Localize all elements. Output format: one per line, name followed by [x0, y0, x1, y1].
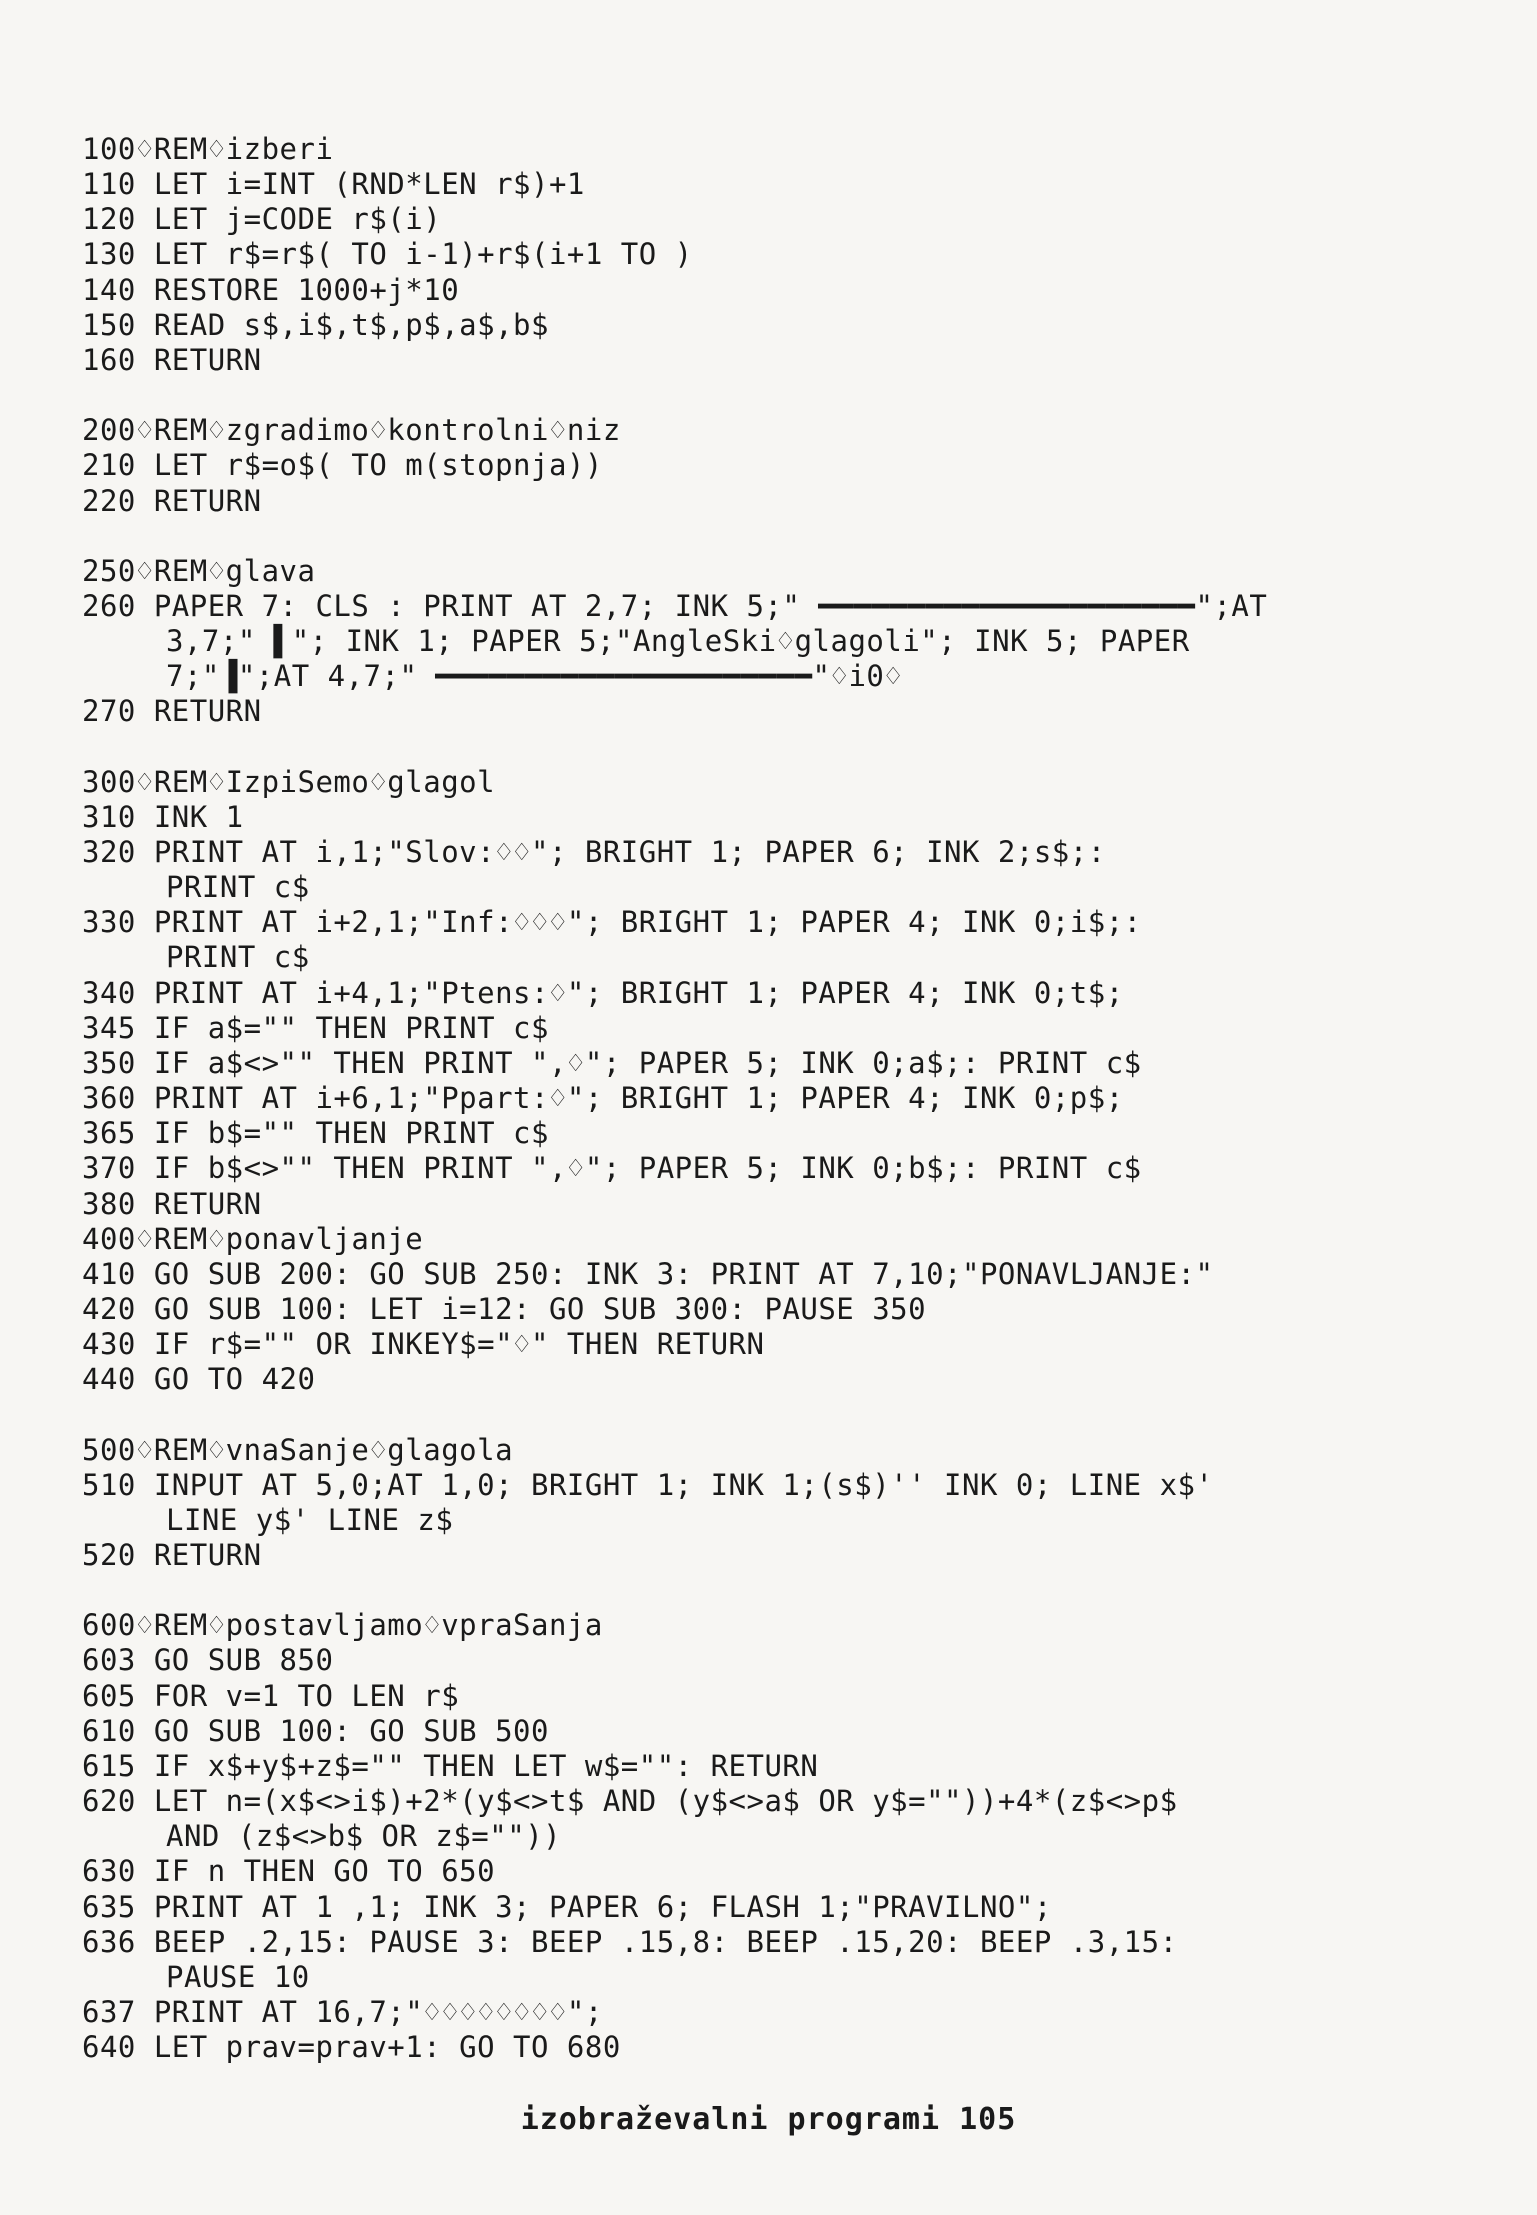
code-line: 500♢REM♢vnaSanje♢glagola — [82, 1432, 514, 1467]
code-line: 603 GO SUB 850 — [82, 1643, 334, 1678]
code-line: 345 IF a$="" THEN PRINT c$ — [82, 1010, 549, 1045]
code-line: 420 GO SUB 100: LET i=12: GO SUB 300: PAUSE 350 — [82, 1291, 927, 1326]
code-line: 640 LET prav=prav+1: GO TO 680 — [82, 2030, 621, 2065]
code-line-continuation: LINE y$' LINE z$ — [166, 1502, 454, 1537]
code-line: 620 LET n=(x$<>i$)+2*(y$<>t$ AND (y$<>a$ OR y$=""))+4*(z$<>p$ — [82, 1784, 1178, 1819]
code-line: 320 PRINT AT i,1;"Slov:♢♢"; BRIGHT 1; PAPER 6; INK 2;s$;: — [82, 835, 1106, 869]
code-line: 340 PRINT AT i+4,1;"Ptens:♢"; BRIGHT 1; PAPER 4; INK 0;t$; — [82, 975, 1124, 1010]
code-line: 150 READ s$,i$,t$,p$,a$,b$ — [82, 307, 549, 342]
code-line-continuation: AND (z$<>b$ OR z$="")) — [166, 1819, 562, 1854]
code-line: 510 INPUT AT 5,0;AT 1,0; BRIGHT 1; INK 1;(s$)'' INK 0; LINE x$' — [82, 1467, 1214, 1502]
code-line: 615 IF x$+y$+z$="" THEN LET w$="": RETURN — [82, 1748, 819, 1783]
code-line: 370 IF b$<>"" THEN PRINT ",♢"; PAPER 5; INK 0;b$;: PRINT c$ — [82, 1151, 1142, 1186]
code-line: 605 FOR v=1 TO LEN r$ — [82, 1678, 460, 1713]
code-line: 630 IF n THEN GO TO 650 — [82, 1854, 496, 1889]
code-line: 636 BEEP .2,15: PAUSE 3: BEEP .15,8: BEEP .15,20: BEEP .3,15: — [82, 1924, 1178, 1959]
code-line: 120 LET j=CODE r$(i) — [82, 202, 442, 237]
code-line: 610 GO SUB 100: GO SUB 500 — [82, 1713, 549, 1748]
code-line-continuation: PRINT c$ — [166, 870, 310, 905]
code-line: 210 LET r$=o$( TO m(stopnja)) — [82, 448, 603, 483]
code-line: 600♢REM♢postavljamo♢vpraSanja — [82, 1608, 603, 1643]
code-line: 430 IF r$="" OR INKEY$="♢" THEN RETURN — [82, 1327, 765, 1362]
code-line: 110 LET i=INT (RND*LEN r$)+1 — [82, 167, 585, 202]
code-line: 300♢REM♢IzpiSemo♢glagol — [82, 764, 496, 799]
code-line: 310 INK 1 — [82, 799, 244, 834]
code-line: 637 PRINT AT 16,7;"♢♢♢♢♢♢♢♢"; — [82, 1994, 603, 2029]
code-line-continuation: PAUSE 10 — [166, 1959, 310, 1994]
code-line: 330 PRINT AT i+2,1;"Inf:♢♢♢"; BRIGHT 1; PAPER 4; INK 0;i$;: — [82, 905, 1142, 940]
code-line: 635 PRINT AT 1 ,1; INK 3; PAPER 6; FLASH 1;"PRAVILNO"; — [82, 1889, 1052, 1924]
code-line: 400♢REM♢ponavljanje — [82, 1221, 424, 1256]
code-line: 520 RETURN — [82, 1538, 262, 1572]
code-line: 100♢REM♢izberi — [82, 132, 334, 166]
code-line: 270 RETURN — [82, 694, 262, 729]
code-line: 365 IF b$="" THEN PRINT c$ — [82, 1116, 549, 1151]
code-line: 440 GO TO 420 — [82, 1362, 316, 1397]
code-line: 360 PRINT AT i+6,1;"Ppart:♢"; BRIGHT 1; PAPER 4; INK 0;p$; — [82, 1081, 1124, 1116]
code-line: 250♢REM♢glava — [82, 553, 316, 588]
code-line: 380 RETURN — [82, 1186, 262, 1221]
code-line: 200♢REM♢zgradimo♢kontrolni♢niz — [82, 413, 621, 448]
code-line: 140 RESTORE 1000+j*10 — [82, 272, 460, 307]
code-line-continuation: 3,7;" ▌"; INK 1; PAPER 5;"AngleSki♢glagoli"; INK 5; PAPER — [166, 624, 1190, 659]
code-line: 410 GO SUB 200: GO SUB 250: INK 3: PRINT AT 7,10;"PONAVLJANJE:" — [82, 1256, 1214, 1291]
code-line-continuation: 7;"▐";AT 4,7;" ━━━━━━━━━━━━━━━━━━━━━"♢i0♢ — [166, 659, 903, 694]
code-line: 160 RETURN — [82, 342, 262, 377]
code-line: 130 LET r$=r$( TO i-1)+r$(i+1 TO ) — [82, 237, 693, 272]
code-line: 260 PAPER 7: CLS : PRINT AT 2,7; INK 5;" ━━━━━━━━━━━━━━━━━━━━━";AT — [82, 588, 1268, 623]
code-line: 220 RETURN — [82, 483, 262, 518]
code-line: 350 IF a$<>"" THEN PRINT ",♢"; PAPER 5; INK 0;a$;: PRINT c$ — [82, 1045, 1142, 1080]
code-line-continuation: PRINT c$ — [166, 940, 310, 975]
page-footer: izobraževalni programi 105 — [520, 2102, 1017, 2137]
